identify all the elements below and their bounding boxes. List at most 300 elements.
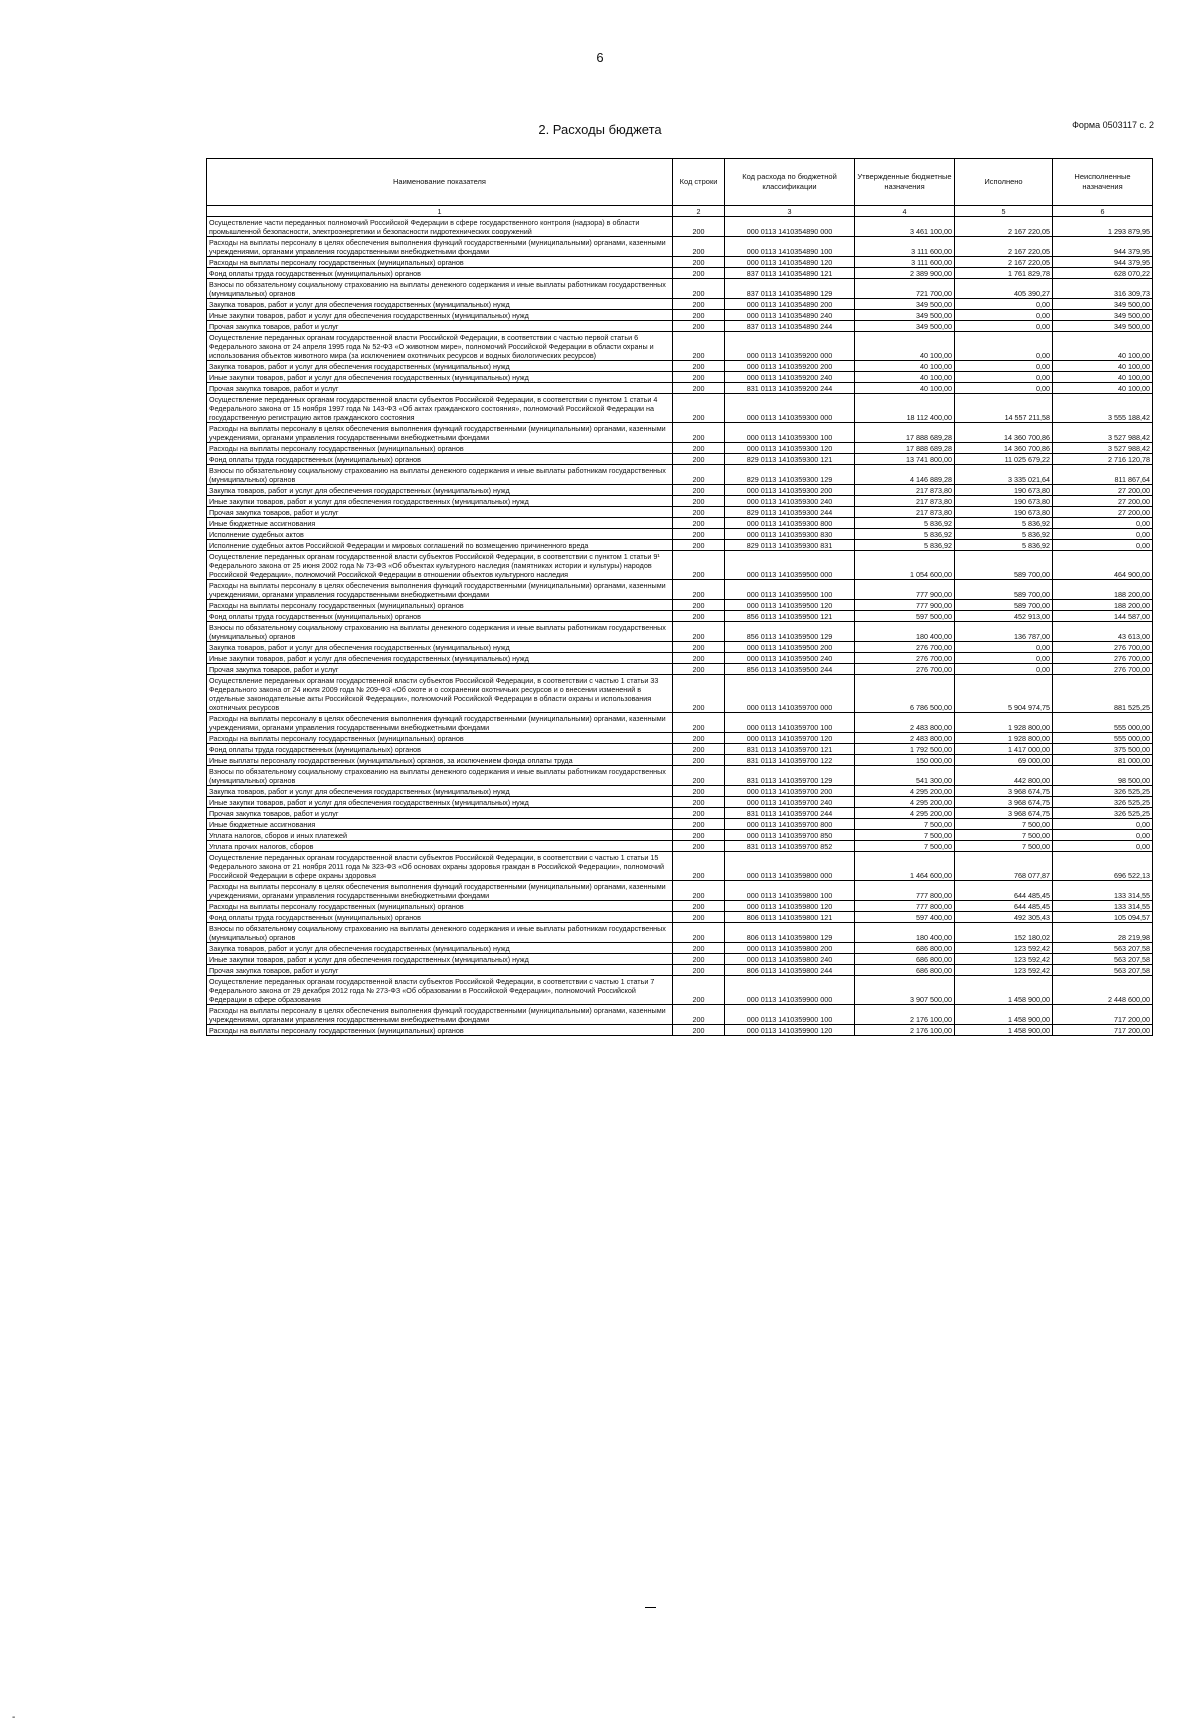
table-row: [207, 279, 1153, 299]
row-approved: 17 888 689,28: [855, 443, 955, 454]
row-code: 200: [673, 268, 725, 279]
row-code: 200: [673, 332, 725, 361]
row-code: 200: [673, 361, 725, 372]
row-unexecuted: 43 613,00: [1053, 622, 1153, 642]
row-executed: 1 928 800,00: [955, 713, 1053, 733]
table-row: [207, 901, 1153, 912]
row-executed: 589 700,00: [955, 551, 1053, 580]
row-approved: 1 054 600,00: [855, 551, 955, 580]
table-row: [207, 299, 1153, 310]
row-unexecuted: 349 500,00: [1053, 310, 1153, 321]
row-unexecuted: 0,00: [1053, 529, 1153, 540]
row-executed: 11 025 679,22: [955, 454, 1053, 465]
row-code: 200: [673, 664, 725, 675]
row-budget-code: 000 0113 1410359200 000: [725, 332, 855, 361]
column-number: 6: [1053, 206, 1153, 217]
row-budget-code: 000 0113 1410359800 120: [725, 901, 855, 912]
row-name: Иные закупки товаров, работ и услуг для обеспечения государственных (муниципальных) нужд: [207, 954, 673, 965]
row-code: 200: [673, 852, 725, 881]
row-unexecuted: 316 309,73: [1053, 279, 1153, 299]
row-code: 200: [673, 279, 725, 299]
row-budget-code: 000 0113 1410359700 120: [725, 733, 855, 744]
table-row: [207, 713, 1153, 733]
row-name: Иные закупки товаров, работ и услуг для обеспечения государственных (муниципальных) нужд: [207, 496, 673, 507]
table-row: [207, 257, 1153, 268]
row-code: 200: [673, 766, 725, 786]
row-unexecuted: 696 522,13: [1053, 852, 1153, 881]
row-budget-code: 000 0113 1410359900 120: [725, 1025, 855, 1036]
row-approved: 721 700,00: [855, 279, 955, 299]
table-row: [207, 485, 1153, 496]
row-name: Прочая закупка товаров, работ и услуг: [207, 383, 673, 394]
row-name: Расходы на выплаты персоналу государственных (муниципальных) органов: [207, 901, 673, 912]
row-approved: 276 700,00: [855, 653, 955, 664]
row-unexecuted: 40 100,00: [1053, 332, 1153, 361]
page-title: 2. Расходы бюджета: [538, 122, 662, 137]
row-code: 200: [673, 299, 725, 310]
table-row: [207, 310, 1153, 321]
row-code: 200: [673, 310, 725, 321]
row-approved: 150 000,00: [855, 755, 955, 766]
row-executed: 0,00: [955, 321, 1053, 332]
row-code: 200: [673, 394, 725, 423]
row-budget-code: 000 0113 1410359900 100: [725, 1005, 855, 1025]
row-approved: 4 295 200,00: [855, 786, 955, 797]
table-row: [207, 383, 1153, 394]
row-unexecuted: 464 900,00: [1053, 551, 1153, 580]
row-budget-code: 000 0113 1410359800 240: [725, 954, 855, 965]
row-approved: 7 500,00: [855, 841, 955, 852]
row-unexecuted: 133 314,55: [1053, 881, 1153, 901]
row-approved: 2 176 100,00: [855, 1005, 955, 1025]
row-name: Расходы на выплаты персоналу в целях обеспечения выполнения функций государственными (муниципальными) органами, казенными учреждениями, органами управления государственными внебюджетными фондами: [207, 881, 673, 901]
row-executed: 0,00: [955, 372, 1053, 383]
corner-mark: -: [12, 1712, 16, 1723]
row-executed: 1 417 000,00: [955, 744, 1053, 755]
page-number: 6: [596, 50, 604, 65]
row-unexecuted: 188 200,00: [1053, 580, 1153, 600]
row-budget-code: 856 0113 1410359500 244: [725, 664, 855, 675]
table-row: [207, 268, 1153, 279]
row-budget-code: 000 0113 1410359200 200: [725, 361, 855, 372]
table-row: [207, 642, 1153, 653]
row-code: 200: [673, 540, 725, 551]
row-unexecuted: 27 200,00: [1053, 496, 1153, 507]
row-budget-code: 000 0113 1410359500 000: [725, 551, 855, 580]
row-name: Осуществление переданных органам государственной власти Российской Федерации, в соответствии с частью первой статьи 6 Федерального закона от 24 апреля 1995 года № 52-ФЗ «О животном мире», полномочий Российской Федерации в области охраны и использования объектов животного мира (за исключением охотничьих ресурсов и водных биологических ресурсов): [207, 332, 673, 361]
row-approved: 777 900,00: [855, 600, 955, 611]
table-row: [207, 611, 1153, 622]
row-unexecuted: 811 867,64: [1053, 465, 1153, 485]
table-row: [207, 217, 1153, 237]
row-budget-code: 000 0113 1410359700 200: [725, 786, 855, 797]
row-unexecuted: 188 200,00: [1053, 600, 1153, 611]
row-code: 200: [673, 611, 725, 622]
table-row: [207, 653, 1153, 664]
row-executed: 0,00: [955, 383, 1053, 394]
row-unexecuted: 40 100,00: [1053, 383, 1153, 394]
row-budget-code: 831 0113 1410359700 129: [725, 766, 855, 786]
row-budget-code: 837 0113 1410354890 129: [725, 279, 855, 299]
row-approved: 4 295 200,00: [855, 808, 955, 819]
row-unexecuted: 27 200,00: [1053, 485, 1153, 496]
row-budget-code: 831 0113 1410359700 121: [725, 744, 855, 755]
row-name: Взносы по обязательному социальному страхованию на выплаты денежного содержания и иные выплаты работникам государственных (муниципальных) органов: [207, 622, 673, 642]
row-unexecuted: 98 500,00: [1053, 766, 1153, 786]
row-code: 200: [673, 912, 725, 923]
row-approved: 686 800,00: [855, 965, 955, 976]
row-approved: 686 800,00: [855, 954, 955, 965]
row-approved: 777 900,00: [855, 580, 955, 600]
row-code: 200: [673, 808, 725, 819]
table-row: [207, 580, 1153, 600]
row-name: Расходы на выплаты персоналу государственных (муниципальных) органов: [207, 733, 673, 744]
row-executed: 0,00: [955, 361, 1053, 372]
column-number: 3: [725, 206, 855, 217]
row-code: 200: [673, 257, 725, 268]
row-executed: 644 485,45: [955, 881, 1053, 901]
table-row: [207, 830, 1153, 841]
row-unexecuted: 326 525,25: [1053, 797, 1153, 808]
row-name: Уплата налогов, сборов и иных платежей: [207, 830, 673, 841]
row-budget-code: 000 0113 1410359800 200: [725, 943, 855, 954]
row-name: Иные закупки товаров, работ и услуг для обеспечения государственных (муниципальных) нужд: [207, 310, 673, 321]
row-budget-code: 000 0113 1410359800 000: [725, 852, 855, 881]
row-approved: 18 112 400,00: [855, 394, 955, 423]
row-budget-code: 000 0113 1410359300 120: [725, 443, 855, 454]
row-executed: 768 077,87: [955, 852, 1053, 881]
table-row: [207, 423, 1153, 443]
table-row: [207, 852, 1153, 881]
row-budget-code: 000 0113 1410359300 800: [725, 518, 855, 529]
row-executed: 0,00: [955, 299, 1053, 310]
row-unexecuted: 40 100,00: [1053, 361, 1153, 372]
row-executed: 452 913,00: [955, 611, 1053, 622]
row-budget-code: 806 0113 1410359800 121: [725, 912, 855, 923]
row-name: Закупка товаров, работ и услуг для обеспечения государственных (муниципальных) нужд: [207, 485, 673, 496]
row-name: Осуществление переданных органам государственной власти субъектов Российской Федерации, в соответствии с пунктом 1 статьи 4 Федерального закона от 15 ноября 1997 года № 143-ФЗ «Об актах гражданского состояния», полномочий Российской Федерации на государственную регистрацию актов гражданского состояния: [207, 394, 673, 423]
row-name: Иные закупки товаров, работ и услуг для обеспечения государственных (муниципальных) нужд: [207, 653, 673, 664]
row-approved: 541 300,00: [855, 766, 955, 786]
row-code: 200: [673, 943, 725, 954]
row-unexecuted: 1 293 879,95: [1053, 217, 1153, 237]
row-name: Фонд оплаты труда государственных (муниципальных) органов: [207, 611, 673, 622]
row-unexecuted: 717 200,00: [1053, 1025, 1153, 1036]
row-unexecuted: 144 587,00: [1053, 611, 1153, 622]
row-budget-code: 831 0113 1410359700 244: [725, 808, 855, 819]
table-row: [207, 372, 1153, 383]
table-row: [207, 518, 1153, 529]
row-code: 200: [673, 830, 725, 841]
row-unexecuted: 105 094,57: [1053, 912, 1153, 923]
row-unexecuted: 276 700,00: [1053, 653, 1153, 664]
row-unexecuted: 349 500,00: [1053, 299, 1153, 310]
column-number: 1: [207, 206, 673, 217]
table-row: [207, 881, 1153, 901]
row-budget-code: 000 0113 1410359500 200: [725, 642, 855, 653]
row-approved: 3 461 100,00: [855, 217, 955, 237]
row-name: Иные закупки товаров, работ и услуг для обеспечения государственных (муниципальных) нужд: [207, 372, 673, 383]
row-name: Взносы по обязательному социальному страхованию на выплаты денежного содержания и иные выплаты работникам государственных (муниципальных) органов: [207, 923, 673, 943]
table-row: [207, 496, 1153, 507]
row-budget-code: 837 0113 1410354890 244: [725, 321, 855, 332]
row-code: 200: [673, 454, 725, 465]
row-executed: 644 485,45: [955, 901, 1053, 912]
table-row: [207, 551, 1153, 580]
row-unexecuted: 717 200,00: [1053, 1005, 1153, 1025]
row-approved: 349 500,00: [855, 310, 955, 321]
row-budget-code: 806 0113 1410359800 129: [725, 923, 855, 943]
row-name: Закупка товаров, работ и услуг для обеспечения государственных (муниципальных) нужд: [207, 786, 673, 797]
table-row: [207, 786, 1153, 797]
row-name: Фонд оплаты труда государственных (муниципальных) органов: [207, 454, 673, 465]
row-executed: 0,00: [955, 664, 1053, 675]
row-name: Иные выплаты персоналу государственных (муниципальных) органов, за исключением фонда оплаты труда: [207, 755, 673, 766]
column-numbers-row: [207, 206, 1153, 217]
header-executed: Исполнено: [955, 159, 1053, 206]
header-name: Наименование показателя: [207, 159, 673, 206]
row-budget-code: 000 0113 1410354890 120: [725, 257, 855, 268]
row-executed: 2 167 220,05: [955, 257, 1053, 268]
row-name: Осуществление части переданных полномочий Российской Федерации в сфере государственного контроля (надзора) в области промышленной безопасности, электроэнергетики и безопасности гидротехнических сооружений: [207, 217, 673, 237]
table-row: [207, 454, 1153, 465]
row-approved: 276 700,00: [855, 664, 955, 675]
row-approved: 180 400,00: [855, 923, 955, 943]
row-name: Расходы на выплаты персоналу в целях обеспечения выполнения функций государственными (муниципальными) органами, казенными учреждениями, органами управления государственными внебюджетными фондами: [207, 423, 673, 443]
header-code: Код строки: [673, 159, 725, 206]
row-unexecuted: 555 000,00: [1053, 733, 1153, 744]
row-budget-code: 000 0113 1410354890 100: [725, 237, 855, 257]
row-approved: 3 907 500,00: [855, 976, 955, 1005]
row-executed: 14 557 211,58: [955, 394, 1053, 423]
row-approved: 4 295 200,00: [855, 797, 955, 808]
row-approved: 597 500,00: [855, 611, 955, 622]
row-code: 200: [673, 217, 725, 237]
row-code: 200: [673, 1025, 725, 1036]
row-executed: 123 592,42: [955, 965, 1053, 976]
row-executed: 1 458 900,00: [955, 1025, 1053, 1036]
row-code: 200: [673, 786, 725, 797]
row-approved: 597 400,00: [855, 912, 955, 923]
row-executed: 492 305,43: [955, 912, 1053, 923]
row-unexecuted: 2 716 120,78: [1053, 454, 1153, 465]
row-code: 200: [673, 551, 725, 580]
row-executed: 1 458 900,00: [955, 976, 1053, 1005]
table-row: [207, 321, 1153, 332]
table-row: [207, 664, 1153, 675]
row-code: 200: [673, 372, 725, 383]
table-row: [207, 394, 1153, 423]
table-row: [207, 733, 1153, 744]
row-executed: 1 761 829,78: [955, 268, 1053, 279]
table-row: [207, 507, 1153, 518]
row-budget-code: 837 0113 1410354890 121: [725, 268, 855, 279]
row-approved: 349 500,00: [855, 321, 955, 332]
row-executed: 14 360 700,86: [955, 423, 1053, 443]
row-budget-code: 000 0113 1410359900 000: [725, 976, 855, 1005]
row-unexecuted: 563 207,58: [1053, 965, 1153, 976]
row-executed: 136 787,00: [955, 622, 1053, 642]
row-name: Расходы на выплаты персоналу государственных (муниципальных) органов: [207, 443, 673, 454]
row-approved: 40 100,00: [855, 383, 955, 394]
row-budget-code: 000 0113 1410359300 000: [725, 394, 855, 423]
row-name: Иные закупки товаров, работ и услуг для обеспечения государственных (муниципальных) нужд: [207, 797, 673, 808]
row-name: Взносы по обязательному социальному страхованию на выплаты денежного содержания и иные выплаты работникам государственных (муниципальных) органов: [207, 766, 673, 786]
row-code: 200: [673, 923, 725, 943]
row-code: 200: [673, 383, 725, 394]
row-budget-code: 829 0113 1410359300 831: [725, 540, 855, 551]
row-budget-code: 831 0113 1410359200 244: [725, 383, 855, 394]
table-row: [207, 954, 1153, 965]
row-approved: 3 111 600,00: [855, 237, 955, 257]
row-name: Исполнение судебных актов: [207, 529, 673, 540]
row-unexecuted: 881 525,25: [1053, 675, 1153, 713]
table-row: [207, 841, 1153, 852]
row-executed: 0,00: [955, 653, 1053, 664]
row-code: 200: [673, 496, 725, 507]
row-name: Закупка товаров, работ и услуг для обеспечения государственных (муниципальных) нужд: [207, 361, 673, 372]
row-executed: 405 390,27: [955, 279, 1053, 299]
row-budget-code: 831 0113 1410359700 852: [725, 841, 855, 852]
row-unexecuted: 555 000,00: [1053, 713, 1153, 733]
header-unexecuted: Неисполненные назначения: [1053, 159, 1153, 206]
header-budget-code: Код расхода по бюджетной классификации: [725, 159, 855, 206]
row-budget-code: 831 0113 1410359700 122: [725, 755, 855, 766]
row-unexecuted: 3 527 988,42: [1053, 423, 1153, 443]
row-budget-code: 000 0113 1410359500 120: [725, 600, 855, 611]
row-budget-code: 000 0113 1410359700 800: [725, 819, 855, 830]
row-executed: 190 673,80: [955, 485, 1053, 496]
row-code: 200: [673, 881, 725, 901]
column-number: 5: [955, 206, 1053, 217]
footer-dash: [645, 1607, 656, 1608]
row-unexecuted: 375 500,00: [1053, 744, 1153, 755]
row-approved: 7 500,00: [855, 830, 955, 841]
row-executed: 69 000,00: [955, 755, 1053, 766]
row-budget-code: 000 0113 1410359200 240: [725, 372, 855, 383]
row-budget-code: 000 0113 1410359300 100: [725, 423, 855, 443]
row-code: 200: [673, 841, 725, 852]
row-code: 200: [673, 485, 725, 496]
column-number: 2: [673, 206, 725, 217]
expenses-table: [206, 158, 1153, 1036]
table-row: [207, 332, 1153, 361]
row-code: 200: [673, 321, 725, 332]
row-budget-code: 829 0113 1410359300 244: [725, 507, 855, 518]
row-approved: 2 483 800,00: [855, 713, 955, 733]
row-executed: 3 968 674,75: [955, 797, 1053, 808]
row-approved: 777 800,00: [855, 881, 955, 901]
row-executed: 3 335 021,64: [955, 465, 1053, 485]
table-row: [207, 965, 1153, 976]
row-unexecuted: 276 700,00: [1053, 642, 1153, 653]
row-approved: 180 400,00: [855, 622, 955, 642]
table-row: [207, 622, 1153, 642]
row-approved: 217 873,80: [855, 485, 955, 496]
row-name: Прочая закупка товаров, работ и услуг: [207, 664, 673, 675]
row-unexecuted: 0,00: [1053, 841, 1153, 852]
row-name: Расходы на выплаты персоналу государственных (муниципальных) органов: [207, 600, 673, 611]
row-executed: 3 968 674,75: [955, 786, 1053, 797]
row-approved: 217 873,80: [855, 496, 955, 507]
row-name: Прочая закупка товаров, работ и услуг: [207, 321, 673, 332]
row-code: 200: [673, 954, 725, 965]
row-approved: 276 700,00: [855, 642, 955, 653]
row-executed: 1 928 800,00: [955, 733, 1053, 744]
row-executed: 14 360 700,86: [955, 443, 1053, 454]
row-approved: 2 483 800,00: [855, 733, 955, 744]
table-body: [207, 217, 1153, 1036]
row-executed: 589 700,00: [955, 600, 1053, 611]
row-unexecuted: 326 525,25: [1053, 808, 1153, 819]
row-code: 200: [673, 675, 725, 713]
row-code: 200: [673, 642, 725, 653]
row-unexecuted: 563 207,58: [1053, 954, 1153, 965]
row-executed: 3 968 674,75: [955, 808, 1053, 819]
row-code: 200: [673, 755, 725, 766]
row-name: Фонд оплаты труда государственных (муниципальных) органов: [207, 268, 673, 279]
row-budget-code: 000 0113 1410359300 240: [725, 496, 855, 507]
row-approved: 1 464 600,00: [855, 852, 955, 881]
row-code: 200: [673, 529, 725, 540]
row-approved: 6 786 500,00: [855, 675, 955, 713]
row-executed: 190 673,80: [955, 507, 1053, 518]
row-approved: 5 836,92: [855, 518, 955, 529]
row-code: 200: [673, 443, 725, 454]
row-budget-code: 000 0113 1410354890 000: [725, 217, 855, 237]
row-executed: 5 836,92: [955, 540, 1053, 551]
row-unexecuted: 628 070,22: [1053, 268, 1153, 279]
row-code: 200: [673, 580, 725, 600]
row-unexecuted: 81 000,00: [1053, 755, 1153, 766]
row-executed: 0,00: [955, 642, 1053, 653]
row-unexecuted: 133 314,55: [1053, 901, 1153, 912]
table-row: [207, 744, 1153, 755]
row-code: 200: [673, 713, 725, 733]
row-name: Осуществление переданных органам государственной власти субъектов Российской Федерации, в соответствии с частью 1 статьи 7 Федерального закона от 29 декабря 2012 года № 273-ФЗ «Об образовании в Российской Федерации», полномочий Российской Федерации в сфере образования: [207, 976, 673, 1005]
row-approved: 13 741 800,00: [855, 454, 955, 465]
row-unexecuted: 0,00: [1053, 540, 1153, 551]
row-unexecuted: 0,00: [1053, 819, 1153, 830]
row-name: Фонд оплаты труда государственных (муниципальных) органов: [207, 744, 673, 755]
row-code: 200: [673, 622, 725, 642]
row-executed: 7 500,00: [955, 819, 1053, 830]
row-code: 200: [673, 744, 725, 755]
row-code: 200: [673, 733, 725, 744]
row-executed: 5 836,92: [955, 518, 1053, 529]
form-id: Форма 0503117 с. 2: [1072, 120, 1154, 130]
row-name: Прочая закупка товаров, работ и услуг: [207, 965, 673, 976]
row-code: 200: [673, 507, 725, 518]
table-row: [207, 361, 1153, 372]
row-executed: 7 500,00: [955, 830, 1053, 841]
row-budget-code: 000 0113 1410359300 200: [725, 485, 855, 496]
row-name: Осуществление переданных органам государственной власти субъектов Российской Федерации, в соответствии с частью 1 статьи 33 Федерального закона от 24 июля 2009 года № 209-ФЗ «Об охоте и о сохранении охотничьих ресурсов и о внесении изменений в отдельные законодательные акты Российской Федерации», полномочий Российской Федерации в области охраны и использования охотничьих ресурсов: [207, 675, 673, 713]
row-approved: 5 836,92: [855, 540, 955, 551]
row-executed: 1 458 900,00: [955, 1005, 1053, 1025]
row-unexecuted: 276 700,00: [1053, 664, 1153, 675]
table-row: [207, 976, 1153, 1005]
row-executed: 0,00: [955, 332, 1053, 361]
row-name: Закупка товаров, работ и услуг для обеспечения государственных (муниципальных) нужд: [207, 299, 673, 310]
table-row: [207, 943, 1153, 954]
table-row: [207, 819, 1153, 830]
row-budget-code: 000 0113 1410359700 100: [725, 713, 855, 733]
row-code: 200: [673, 237, 725, 257]
row-unexecuted: 326 525,25: [1053, 786, 1153, 797]
row-executed: 123 592,42: [955, 943, 1053, 954]
row-name: Расходы на выплаты персоналу в целях обеспечения выполнения функций государственными (муниципальными) органами, казенными учреждениями, органами управления государственными внебюджетными фондами: [207, 580, 673, 600]
